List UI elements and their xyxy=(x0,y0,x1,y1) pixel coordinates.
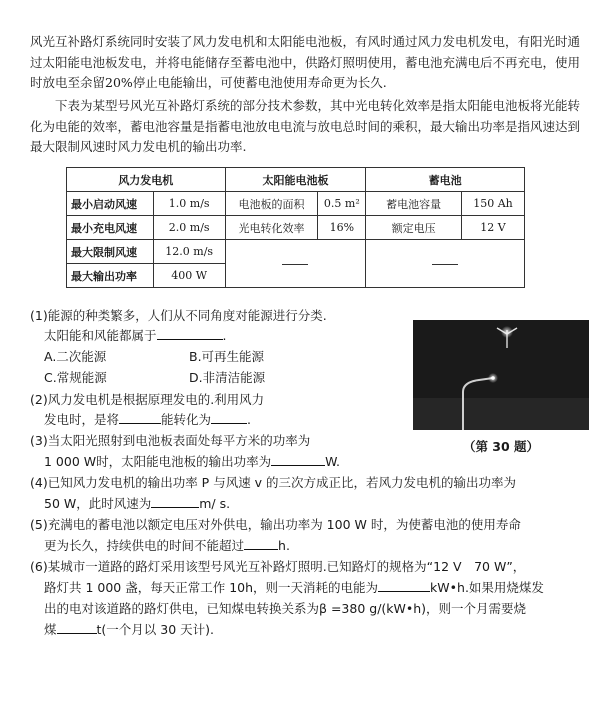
question-2-text: 发电时，是将 xyxy=(44,412,120,427)
option-a[interactable]: A.二次能源 xyxy=(44,349,107,364)
table-cell: 0.5 m² xyxy=(318,192,366,216)
intro-paragraph-1: 风光互补路灯系统同时安装了风力发电机和太阳能电池板，有风时通过风力发电机发电，有阳光时通过太阳能电池板发电，并将电能储存至蓄电池中，供路灯照明使用，蓄电池充满电后不再充电，使用时放电至余留20%停止电能输出，可使蓄电池使用寿命更为长久. xyxy=(30,34,581,90)
table-header-wind: 风力发电机 xyxy=(67,168,226,192)
question-6-prompt-2: 出的电对该道路的路灯供电，已知煤电转换关系为β =380 g/(kW•h)，则一个月需要烧 xyxy=(44,601,527,616)
answer-blank-4[interactable] xyxy=(151,494,199,508)
period: . xyxy=(222,328,227,343)
table-cell: 最大限制风速 xyxy=(67,240,154,264)
table-cell: 光电转化效率 xyxy=(225,216,318,240)
question-5-unit: h. xyxy=(278,538,290,553)
table-row xyxy=(67,216,525,240)
question-2-stem: (2)风力发电机是根据原理发电的.利用风力 xyxy=(30,392,265,407)
table-cell: 2.0 m/s xyxy=(153,216,225,240)
table-cell: 最大输出功率 xyxy=(67,264,154,288)
empty-cell-solar xyxy=(225,240,366,288)
question-4-prompt xyxy=(30,494,604,515)
street-lamp-photo xyxy=(413,320,589,430)
table-cell: 蓄电池容量 xyxy=(366,192,462,216)
dash-mark xyxy=(282,264,308,265)
question-6-text-4: t(一个月以 30 天计). xyxy=(96,622,214,637)
table-cell: 额定电压 xyxy=(366,216,462,240)
answer-blank-3[interactable] xyxy=(271,452,325,466)
question-6-prompt-1 xyxy=(30,578,604,599)
question-4-stem: (4)已知风力发电机的输出功率 P 与风速 v 的三次方成正比，若风力发电机的输出功率为 xyxy=(30,475,517,490)
question-1-options-row-1 xyxy=(30,347,410,368)
table-cell: 最小启动风速 xyxy=(67,192,154,216)
question-6-stem: (6)某城市一道路的路灯采用该型号风光互补路灯照明.已知路灯的规格为“12 V 70 W”， xyxy=(30,559,526,574)
question-4-unit: m/ s. xyxy=(199,496,231,511)
table-header-solar: 太阳能电池板 xyxy=(225,168,366,192)
question-3-stem: (3)当太阳光照射到电池板表面处每平方米的功率为 xyxy=(30,433,311,448)
intro-paragraph-2: 下表为某型号风光互补路灯系统的部分技术参数，其中光电转化效率是指太阳能电池板将光能转化为电能的效率，蓄电池容量是指蓄电池放电电流与放电总时间的乘积，最大输出功率是指风速达到最大限制风速时风力发电机的输出功率. xyxy=(30,98,581,154)
question-2-prompt xyxy=(30,410,424,431)
table-header-row xyxy=(67,168,525,192)
table-cell: 最小充电风速 xyxy=(67,216,154,240)
question-6-prompt-3 xyxy=(30,620,604,641)
table-cell: 1.0 m/s xyxy=(153,192,225,216)
table-cell: 12.0 m/s xyxy=(153,240,225,264)
option-c[interactable]: C.常规能源 xyxy=(44,370,107,385)
question-6-text: 路灯共 1 000 盏，每天正常工作 10h，则一天消耗的电能为 xyxy=(44,580,379,595)
question-5-prompt xyxy=(30,536,604,557)
figure-caption: （第 30 题） xyxy=(462,439,540,454)
table-row xyxy=(67,240,525,264)
question-2-text-2: 能转化为 xyxy=(161,412,212,427)
question-5-text: 更为长久，持续供电的时间不能超过 xyxy=(44,538,245,553)
question-1-text: 太阳能和风能都属于 xyxy=(44,328,157,343)
answer-blank-6a[interactable] xyxy=(378,578,430,592)
question-3-text: 1 000 W时，太阳能电池板的输出功率为 xyxy=(44,454,272,469)
option-d[interactable]: D.非清洁能源 xyxy=(189,370,266,385)
spec-table xyxy=(66,167,525,288)
question-4-text: 50 W，此时风速为 xyxy=(44,496,152,511)
table-row xyxy=(67,192,525,216)
table-cell: 16% xyxy=(318,216,366,240)
option-b[interactable]: B.可再生能源 xyxy=(189,349,265,364)
question-1-options-row-2 xyxy=(30,368,410,389)
table-cell: 150 Ah xyxy=(462,192,525,216)
answer-blank-6b[interactable] xyxy=(57,620,97,634)
answer-blank-2b[interactable] xyxy=(211,410,247,424)
answer-blank-5[interactable] xyxy=(244,536,278,550)
answer-blank-1[interactable] xyxy=(157,326,223,340)
table-cell: 12 V xyxy=(462,216,525,240)
question-1-prompt xyxy=(30,326,424,347)
answer-blank-2a[interactable] xyxy=(119,410,161,424)
dash-mark xyxy=(432,264,458,265)
table-cell: 400 W xyxy=(153,264,225,288)
unit-w: W. xyxy=(325,454,341,469)
question-6-text-2: kW•h.如果用烧煤发 xyxy=(430,580,544,595)
table-cell: 电池板的面积 xyxy=(225,192,318,216)
street-lamp-illustration xyxy=(413,320,589,430)
period: . xyxy=(247,412,252,427)
question-6-text-3: 煤 xyxy=(44,622,57,637)
question-3-prompt xyxy=(30,452,424,473)
question-5-stem: (5)充满电的蓄电池以额定电压对外供电，输出功率为 100 W 时，为使蓄电池的使用寿命 xyxy=(30,517,521,532)
empty-cell-battery xyxy=(366,240,525,288)
table-header-battery: 蓄电池 xyxy=(366,168,525,192)
question-1-stem: (1)能源的种类繁多，人们从不同角度对能源进行分类. xyxy=(30,308,327,323)
